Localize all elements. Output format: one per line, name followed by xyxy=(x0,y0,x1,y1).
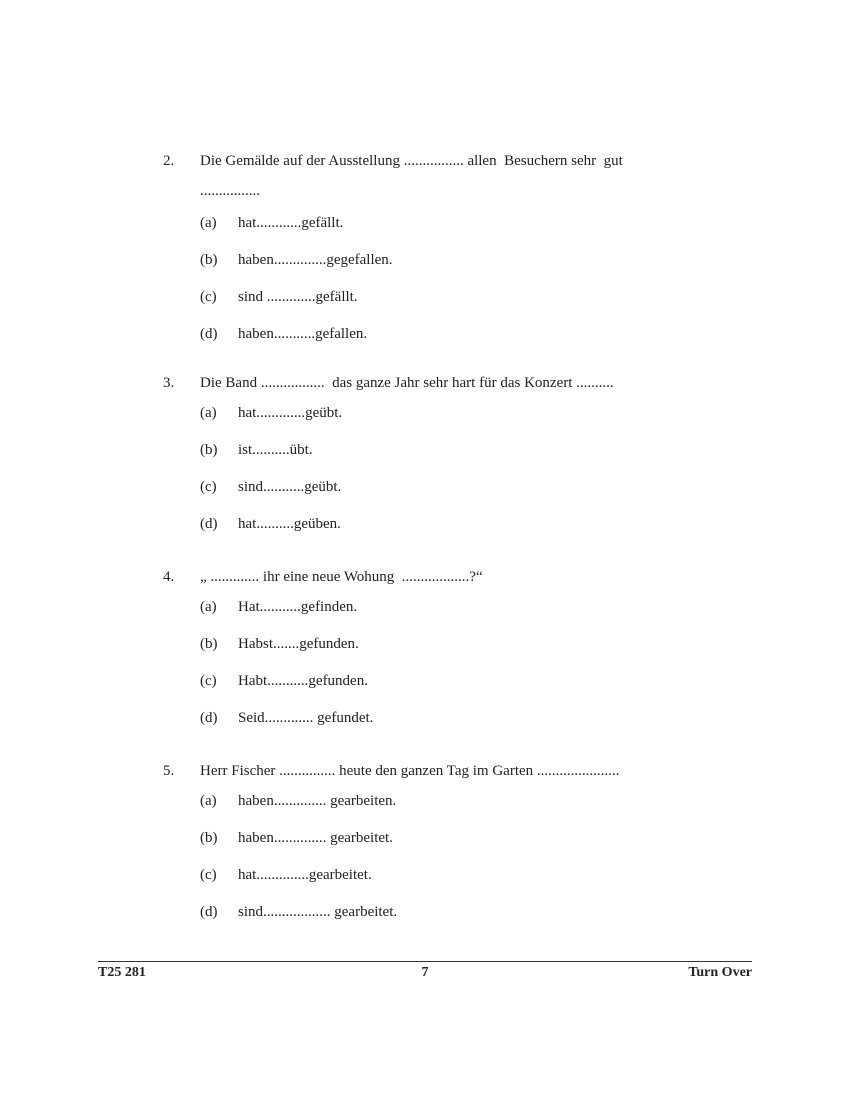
option-b[interactable] xyxy=(163,439,723,476)
option-label: (c) xyxy=(200,479,217,495)
page-footer xyxy=(98,964,752,982)
option-text: haben...........gefallen. xyxy=(238,326,368,342)
option-d[interactable] xyxy=(163,323,723,360)
option-c[interactable] xyxy=(163,864,723,901)
option-label: (b) xyxy=(200,442,218,458)
option-b[interactable] xyxy=(163,827,723,864)
question-text: „ ............. ihr eine neue Wohung ..................?“ xyxy=(200,569,483,585)
paper-code: T25 281 xyxy=(98,965,146,980)
option-text: Hat...........gefinden. xyxy=(238,599,358,615)
question-number: 4. xyxy=(163,569,175,585)
option-b[interactable] xyxy=(163,633,723,670)
option-text: hat.............geübt. xyxy=(238,405,343,421)
question-text: Herr Fischer ............... heute den ganzen Tag im Garten ...................... xyxy=(200,763,620,779)
question-stem xyxy=(163,368,723,398)
option-c[interactable] xyxy=(163,476,723,513)
option-label: (c) xyxy=(200,289,217,305)
question-5 xyxy=(163,756,723,938)
option-label: (d) xyxy=(200,710,218,726)
option-text: sind.................. gearbeitet. xyxy=(238,904,398,920)
option-label: (b) xyxy=(200,830,218,846)
option-text: haben..............gegefallen. xyxy=(238,252,393,268)
option-label: (d) xyxy=(200,904,218,920)
question-4 xyxy=(163,562,723,744)
option-c[interactable] xyxy=(163,286,723,323)
option-text: ist..........übt. xyxy=(238,442,313,458)
option-label: (a) xyxy=(200,215,217,231)
option-label: (a) xyxy=(200,793,217,809)
answer-options xyxy=(163,790,723,938)
page-number: 7 xyxy=(421,965,429,980)
option-label: (a) xyxy=(200,599,217,615)
option-a[interactable] xyxy=(163,790,723,827)
option-text: hat..............gearbeitet. xyxy=(238,867,372,883)
option-label: (c) xyxy=(200,673,217,689)
option-text: Habst.......gefunden. xyxy=(238,636,359,652)
option-c[interactable] xyxy=(163,670,723,707)
option-label: (d) xyxy=(200,326,218,342)
question-number: 5. xyxy=(163,763,175,779)
answer-options xyxy=(163,402,723,550)
option-d[interactable] xyxy=(163,707,723,744)
question-stem xyxy=(163,146,723,206)
option-d[interactable] xyxy=(163,513,723,550)
option-d[interactable] xyxy=(163,901,723,938)
question-text: Die Band ................. das ganze Jahr sehr hart für das Konzert .......... xyxy=(200,375,614,391)
option-text: hat..........geüben. xyxy=(238,516,341,532)
option-a[interactable] xyxy=(163,596,723,633)
option-text: haben.............. gearbeiten. xyxy=(238,793,397,809)
option-label: (b) xyxy=(200,252,218,268)
answer-options xyxy=(163,596,723,744)
question-3 xyxy=(163,368,723,550)
footer-divider xyxy=(98,961,752,962)
question-stem xyxy=(163,562,723,592)
question-text: Die Gemälde auf der Ausstellung ................ allen Besuchern sehr gut ................ xyxy=(200,153,623,199)
question-number: 3. xyxy=(163,375,175,391)
question-2 xyxy=(163,146,723,360)
option-text: Seid............. gefundet. xyxy=(238,710,374,726)
answer-options xyxy=(163,212,723,360)
option-label: (d) xyxy=(200,516,218,532)
option-label: (c) xyxy=(200,867,217,883)
question-number: 2. xyxy=(163,153,175,169)
option-a[interactable] xyxy=(163,402,723,439)
option-text: sind .............gefällt. xyxy=(238,289,358,305)
option-text: hat............gefällt. xyxy=(238,215,344,231)
option-a[interactable] xyxy=(163,212,723,249)
option-text: Habt...........gefunden. xyxy=(238,673,368,689)
option-label: (a) xyxy=(200,405,217,421)
question-stem xyxy=(163,756,723,786)
option-text: haben.............. gearbeitet. xyxy=(238,830,393,846)
turn-over-label: Turn Over xyxy=(688,965,752,980)
option-b[interactable] xyxy=(163,249,723,286)
option-text: sind...........geübt. xyxy=(238,479,342,495)
option-label: (b) xyxy=(200,636,218,652)
